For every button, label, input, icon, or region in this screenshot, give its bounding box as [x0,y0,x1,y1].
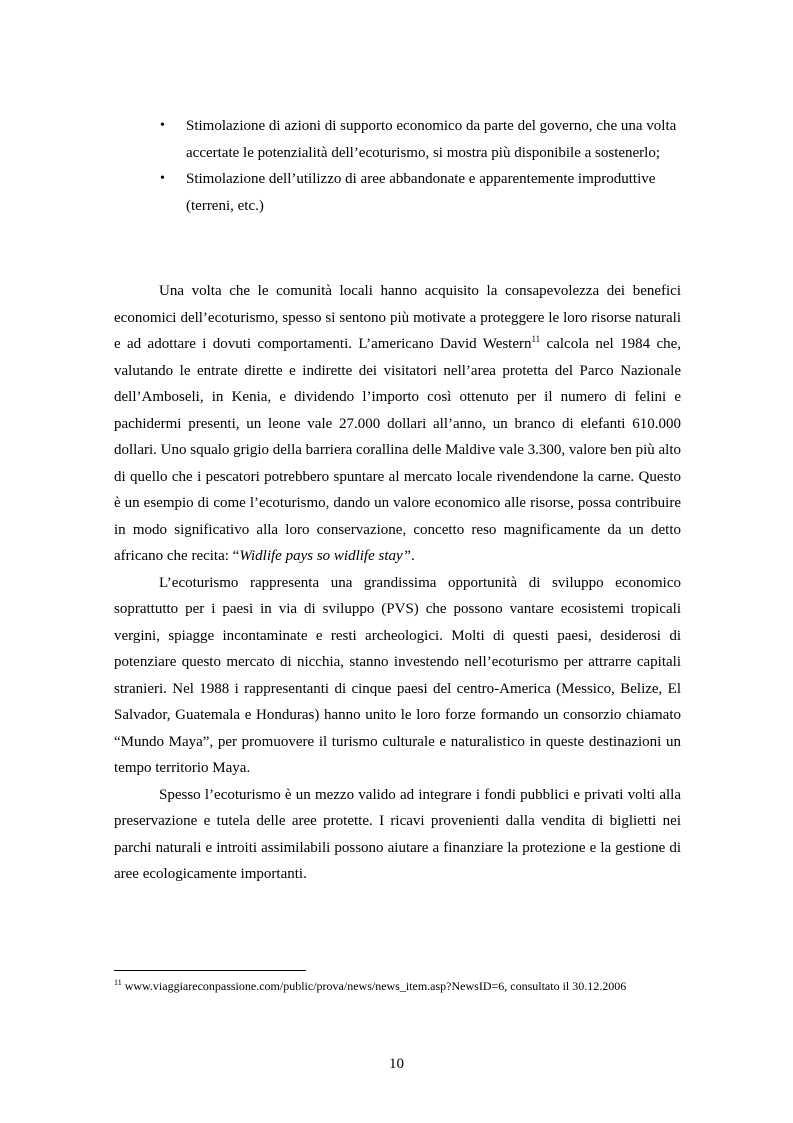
paragraph-1 [114,278,681,570]
list-item [160,113,690,166]
paragraph-1-part-c: . [411,548,415,564]
page-number: 10 [389,1056,404,1072]
bullet-icon: • [160,118,165,133]
paragraph-1-part-a: Una volta che le comunità locali hanno acquisito la consapevolezza dei benefici economici dell’ecoturismo, spesso si sentono più motivate a proteggere le loro risorse naturali e ad adottare i dovuti comportamenti. L’americano David Western [114,283,681,352]
bullet-icon: • [160,171,165,186]
list-item [160,166,690,219]
footnote-number: 11 [114,978,122,987]
bullet-text: Stimolazione dell’utilizzo di aree abbandonate e apparentemente improduttive (terreni, etc.) [186,171,656,214]
paragraph-3: Spesso l’ecoturismo è un mezzo valido ad integrare i fondi pubblici e privati volti alla preservazione e tutela delle aree protette. I ricavi provenienti dalla vendita di biglietti nei parchi naturali e introiti assimilabili possono aiutare a finanziare la protezione e la gestione di aree ecologicamente importanti. [114,786,681,882]
footnote-text: www.viaggiareconpassione.com/public/prova/news/news_item.asp?NewsID=6, consultato il 30.12.2006 [121,979,627,993]
bullet-text: Stimolazione di azioni di supporto economico da parte del governo, che una volta accertate le potenzialità dell’ecoturismo, si mostra più disponibile a sostenerlo; [186,118,677,161]
footnote-separator [114,970,306,971]
body-text [114,278,681,888]
paragraph-1-part-b: calcola nel 1984 che, valutando le entrate dirette e indirette dei visitatori nell’area protetta del Parco Nazionale dell’Amboseli, in Kenia, e dividendo l’importo così ottenuto per il numero di felini e pachidermi presenti, un leone vale 27.000 dollari all’anno, un branco di elefanti 610.000 dollari. Uno squalo grigio della barriera corallina delle Maldive vale 3.300, valore ben più alto di quello che i pescatori potrebbero spuntare al mercato locale rivendendone la carne. Questo è un esempio di come l’ecoturismo, dando un valore economico alle risorse, possa contribuire in modo significativo alla loro conservazione, concetto reso magnificamente da un detto africano che recita: “ [114,336,682,564]
footnote-reference: 11 [531,334,541,344]
paragraph-2: L’ecoturismo rappresenta una grandissima opportunità di sviluppo economico soprattutto per i paesi in via di sviluppo (PVS) che possono vantare ecosistemi tropicali vergini, spiagge incontaminate e resti archeologici. Molti di questi paesi, desiderosi di potenziare questo mercato di nicchia, stanno investendo nell’ecoturismo per attrarre capitali stranieri. Nel 1988 i rappresentanti di cinque paesi del centro-America (Messico, Belize, El Salvador, Guatemala e Honduras) hanno unito le loro forze formando un consorzio chiamato “Mundo Maya”, per promuovere il turismo culturale e naturalistico in queste destinazioni un tempo territorio Maya. [114,574,681,776]
bullet-list [160,113,690,219]
footnote [114,978,634,994]
african-saying-quote: Widlife pays so widlife stay” [239,548,411,564]
